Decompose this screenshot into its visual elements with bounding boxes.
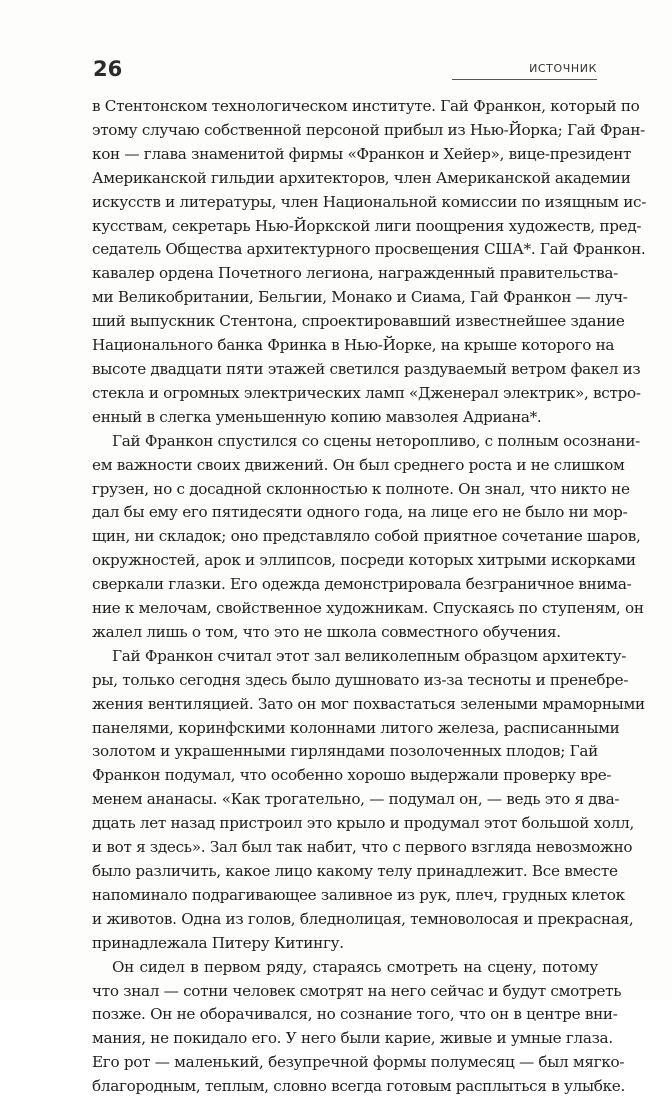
text-line: сверкали глазки. Его одежда демонстрировала безграничное внима- (92, 575, 632, 594)
text-line: енный в слегка уменьшенную копию мавзолея Адриана*. (92, 407, 542, 426)
text-line: менем ананасы. «Как трогательно, — подумал он, — ведь это я два- (92, 790, 620, 809)
text-line: стекла и огромных электрических ламп «Дженерал электрик», встро- (92, 383, 641, 402)
paragraph (92, 95, 647, 430)
paragraph (92, 645, 645, 956)
text-line: в Стентонском технологическом институте. Гай Франкон, который по (92, 97, 640, 115)
text-line: дал бы ему его пятидесяти одного года, на лице его не было ни мор- (92, 503, 628, 522)
text-line: жения вентиляцией. Зато он мог похвастаться зелеными мраморными (92, 694, 645, 713)
text-line: кон — глава знаменитой фирмы «Франкон и Хейер», вице-президент (92, 144, 632, 163)
text-line: благородным, теплым, словно всегда готовым расплыться в улыбке. (92, 1077, 625, 1096)
text-line: дцать лет назад пристроил это крыло и продумал этот большой холл, (92, 814, 634, 833)
text-line: позже. Он не оборачивался, но сознание того, что он в центре вни- (92, 1005, 618, 1024)
text-line: ры, только сегодня здесь было душновато из-за тесноты и пренебре- (92, 670, 629, 689)
text-line: ние к мелочам, свойственное художникам. Спускаясь по ступеням, он (92, 599, 644, 618)
text-line: щин, ни складок; оно представляло собой приятное сочетание шаров, (92, 527, 641, 546)
text-line: и вот я здесь». Зал был так набит, что с первого взгляда невозможно (92, 838, 633, 857)
paragraph (92, 956, 625, 1099)
text-line: золотом и украшенными гирляндами позолоченных плодов; Гай (92, 742, 598, 761)
text-line: Гай Франкон считал этот зал великолепным образцом архитекту- (112, 646, 627, 665)
text-line: и животов. Одна из голов, бледнолицая, темноволосая и прекрасная, (92, 909, 634, 928)
text-line: этому случаю собственной персоной прибыл из Нью-Йорка; Гай Фран- (92, 120, 646, 139)
text-line: кавалер ордена Почетного легиона, награжденный правительства- (92, 264, 618, 283)
paragraph (92, 430, 644, 645)
page-number: 26 (93, 57, 123, 81)
text-line: кусствам, секретарь Нью-Йоркской лиги поощрения художеств, пред- (92, 216, 642, 235)
text-line: высоте двадцати пяти этажей светился раздуваемый ветром факел из (92, 359, 641, 378)
text-line: панелями, коринфскими колоннами литого железа, расписанными (92, 718, 620, 737)
text-line: Он сидел в первом ряду, стараясь смотреть на сцену, потому (112, 957, 598, 976)
text-line: принадлежала Питеру Китингу. (92, 933, 344, 952)
text-line: мания, не покидало его. У него были карие, живые и умные глаза. (92, 1029, 613, 1048)
text-line: седатель Общества архитектурного просвещения США*. Гай Франкон. (92, 240, 646, 259)
text-line: жалел лишь о том, что это не школа совместного обучения. (92, 622, 561, 641)
text-line: искусств и литературы, член Национальной комиссии по изящным ис- (92, 192, 647, 211)
text-line: напоминало подрагивающее заливное из рук, плеч, грудных клеток (92, 885, 625, 904)
text-line: ми Великобритании, Бельгии, Монако и Сиама, Гай Франкон — луч- (92, 288, 628, 307)
text-line: Национального банка Фринка в Нью-Йорке, на крыше которого на (92, 336, 615, 355)
text-line: окружностей, арок и эллипсов, посреди которых хитрыми искорками (92, 551, 636, 570)
text-line: ем важности своих движений. Он был среднего роста и не слишком (92, 455, 625, 474)
text-line: ший выпускник Стентона, спроектировавший известнейшее здание (92, 312, 625, 331)
text-line: Его рот — маленький, безупречной формы полумесяц — был мягко- (92, 1053, 625, 1072)
text-line: Франкон подумал, что особенно хорошо выдержали проверку вре- (92, 766, 612, 785)
body-text (92, 95, 647, 1099)
text-line: было различить, какое лицо какому телу принадлежит. Все вместе (92, 862, 618, 880)
text-line: Гай Франкон спустился со сцены неторопливо, с полным осознани- (112, 431, 640, 450)
running-title: ИСТОЧНИК (529, 62, 597, 75)
text-line: грузен, но с досадной склонностью к полноте. Он знал, что никто не (92, 479, 630, 498)
header-rule (452, 79, 597, 80)
text-line: Американской гильдии архитекторов, член Американской академии (92, 168, 631, 187)
text-line: что знал — сотни человек смотрят на него сейчас и будут смотреть (92, 981, 622, 1000)
